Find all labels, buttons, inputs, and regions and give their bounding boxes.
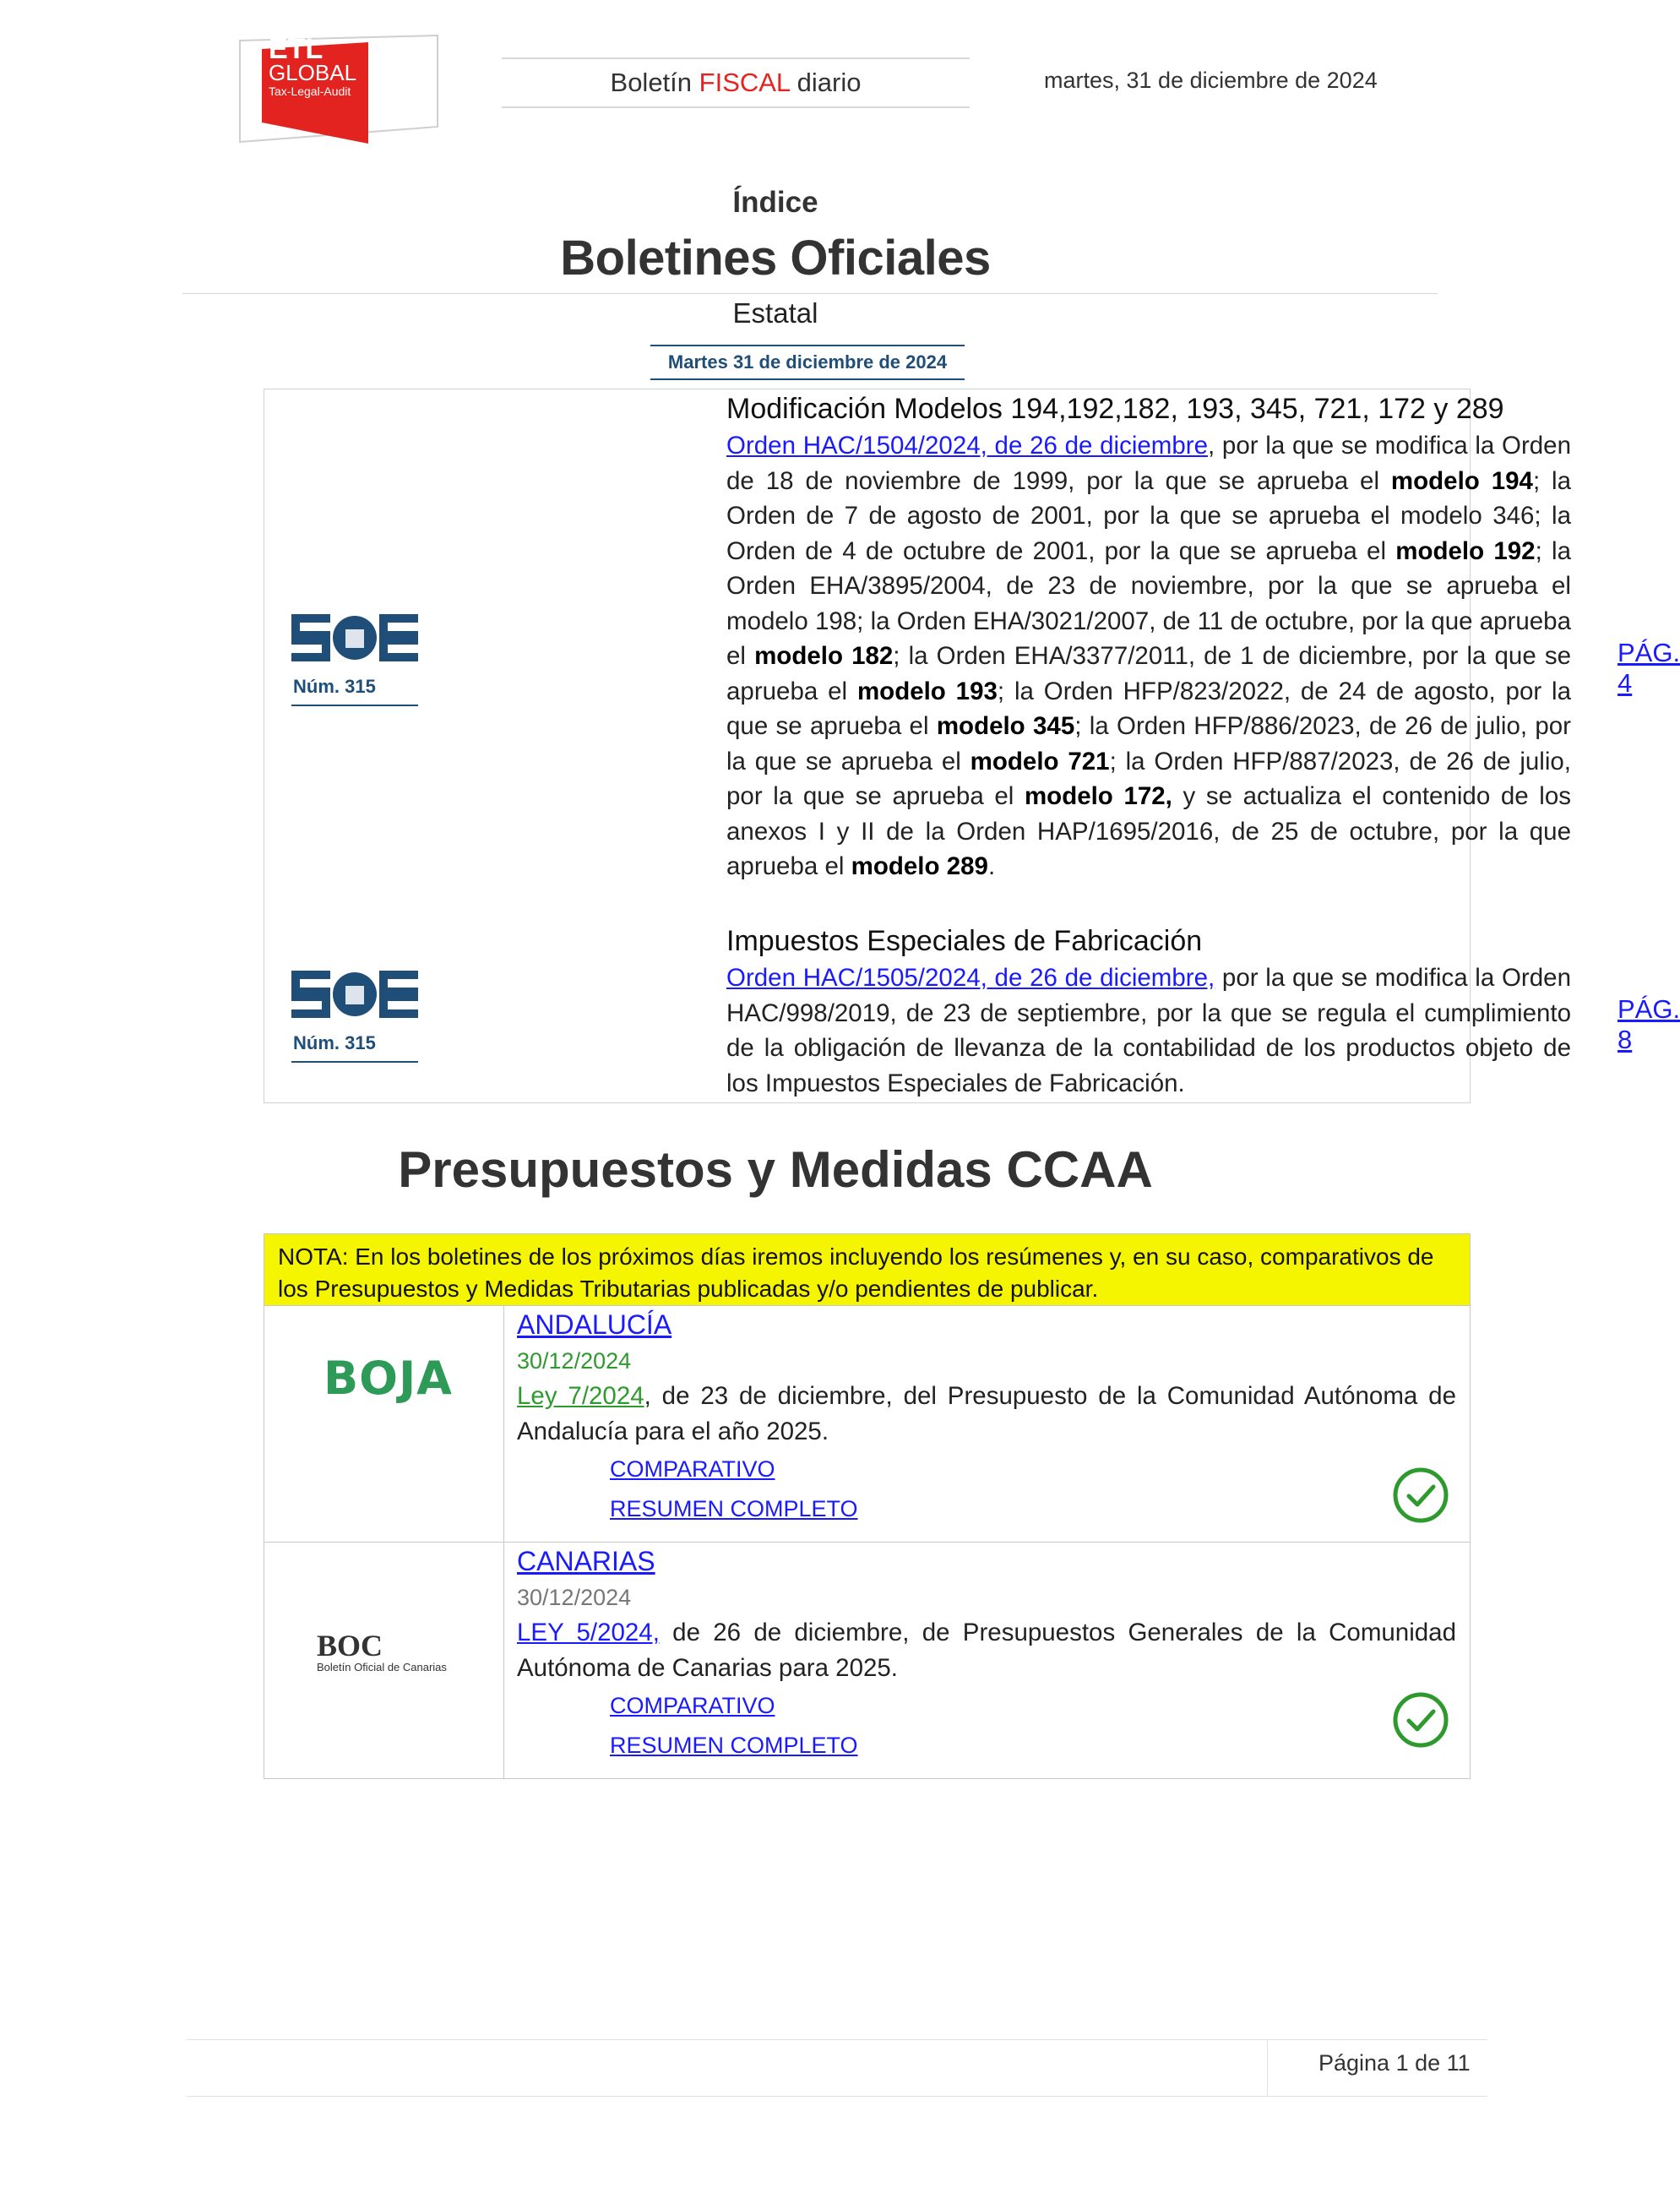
bulletin-title-accent: FISCAL [699,68,791,97]
model-number: modelo 289 [851,852,988,880]
text-run: por la que se modifica la Orden HAC/998/2019, de 23 de septiembre, por la que se regula el cumplimiento de la obligación de llevanza de la contabilidad de los productos objeto de los Impuestos Especiales de Fabricación. [726,964,1571,1097]
boe-logo [291,611,418,706]
text-run: ; la Orden EHA/3895/2004, de 23 de noviembre, por la que se aprueba el modelo 198; la Orden EHA/3021/2007, de 11 de octubre, por la que aprueba el [726,536,1571,670]
page-reference-link[interactable]: PÁG. 8 [1617,994,1680,1054]
presupuestos-ccaa-heading: Presupuestos y Medidas CCAA [398,1141,1153,1198]
law-description [517,1615,1456,1685]
model-number: modelo 192 [1395,536,1536,565]
page-reference-link[interactable]: PÁG. 4 [1617,638,1680,698]
model-number: modelo 193 [856,677,998,705]
boe-logo [291,967,418,1063]
publication-date: 30/12/2024 [517,1348,632,1374]
heading-divider [182,293,1438,294]
region-link-andalucia[interactable]: ANDALUCÍA [517,1309,672,1340]
check-icon [1392,1691,1449,1749]
ccaa-logo-cell [264,1306,504,1543]
ccaa-table [264,1233,1471,1779]
boc-logo-text: BOC [317,1629,383,1662]
region-link-canarias[interactable]: CANARIAS [517,1546,655,1576]
text-run: . [987,852,996,880]
etl-global-logo [193,34,446,148]
text-run: ; la Orden de 7 de agosto de 2001, por la que se aprueba el modelo 346; la Orden de 4 de octubre de 2001, por la que se aprueba el [726,466,1572,565]
ccaa-logo-cell [264,1543,504,1779]
logo-global-text: GLOBAL [269,60,357,85]
page-footer [187,2039,1487,2097]
boe-entry-title: Modificación Modelos 194,192,182, 193, 345, 721, 172 y 289 [726,393,1504,425]
boe-entry-body [726,428,1571,884]
bulletin-title-part2: diario [790,68,862,97]
boe-entry-title: Impuestos Especiales de Fabricación [726,925,1203,957]
boe-entries-table [264,389,1680,1103]
law-description-text: de 26 de diciembre, de Presupuestos Generales de la Comunidad Autónoma de Canarias para 2025. [517,1619,1456,1682]
text-run: , por la que se modifica la Orden de 18 de noviembre de 1999, por la que se aprueba el [726,432,1571,495]
boe-order-link[interactable]: Orden HAC/1504/2024, de 26 de diciembre [726,432,1209,460]
law-link[interactable]: LEY 5/2024, [517,1619,660,1646]
text-run: ; la Orden HFP/886/2023, de 26 de julio, por la que se aprueba el [726,712,1571,775]
boe-entry [726,922,1571,1101]
boletines-oficiales-heading: Boletines Oficiales [560,231,991,286]
bulletin-title [502,57,970,108]
boe-emblem-icon [291,967,418,1021]
model-number: modelo 721 [970,747,1110,775]
publication-date: 30/12/2024 [517,1585,632,1610]
check-icon [1392,1467,1449,1524]
model-number: modelo 194 [1390,466,1533,495]
logo-tagline-text: Tax-Legal-Audit [269,84,351,98]
boc-logo [317,1630,447,1673]
law-description-text: , de 23 de diciembre, del Presupuesto de la Comunidad Autónoma de Andalucía para el año 2025. [517,1382,1456,1445]
resumen-completo-link[interactable]: RESUMEN COMPLETO [610,1496,858,1521]
model-number: modelo 182 [754,642,894,670]
text-run: y se actualiza el contenido de los anexos I y II de la Orden HAP/1695/2016, de 25 de octubre, por la que aprueba el [726,782,1571,880]
ccaa-row-andalucia [264,1305,1470,1543]
comparativo-link[interactable]: COMPARATIVO [610,1693,775,1718]
index-heading: Índice [732,186,818,219]
bulletin-date-box: Martes 31 de diciembre de 2024 [650,345,965,380]
boe-emblem-icon [291,611,418,665]
boe-entry-body [726,960,1571,1101]
page-number: Página 1 de 11 [1318,2050,1471,2076]
text-run: ; la Orden HFP/823/2022, de 24 de agosto, por la que se aprueba el [726,677,1571,740]
text-run: ; la Orden EHA/3377/2011, de 1 de diciembre, por la que se aprueba el [726,642,1571,705]
model-number: modelo 172, [1024,782,1172,810]
bulletin-title-part1: Boletín [610,68,699,97]
law-description [517,1379,1456,1449]
logo-etl-text: ETL [269,33,323,65]
boe-entry [726,389,1571,884]
header-date: martes, 31 de diciembre de 2024 [1044,68,1378,93]
model-number: modelo 345 [936,712,1075,740]
comparativo-link[interactable]: COMPARATIVO [610,1456,775,1482]
text-run: ; la Orden HFP/887/2023, de 26 de julio, por la que se aprueba el [726,747,1572,810]
boe-order-link[interactable]: Orden HAC/1505/2024, de 26 de diciembre, [726,964,1215,992]
nota-banner: NOTA: En los boletines de los próximos días iremos incluyendo los resúmenes y, en su caso, comparativos de los Presupuestos y Medidas Tributarias publicadas y/o pendientes de publicar. [264,1234,1470,1305]
boc-logo-subtitle: Boletín Oficial de Canarias [317,1661,447,1673]
estatal-subheading: Estatal [732,297,818,329]
boe-entry-text [726,432,1571,880]
boe-issue-number: Núm. 315 [291,676,418,706]
boja-logo: BOJA [323,1352,453,1405]
ccaa-row-canarias [264,1542,1470,1779]
footer-divider [1267,2040,1268,2096]
resumen-completo-link[interactable]: RESUMEN COMPLETO [610,1733,858,1758]
boe-issue-number: Núm. 315 [291,1032,418,1063]
law-link[interactable]: Ley 7/2024 [517,1382,644,1410]
